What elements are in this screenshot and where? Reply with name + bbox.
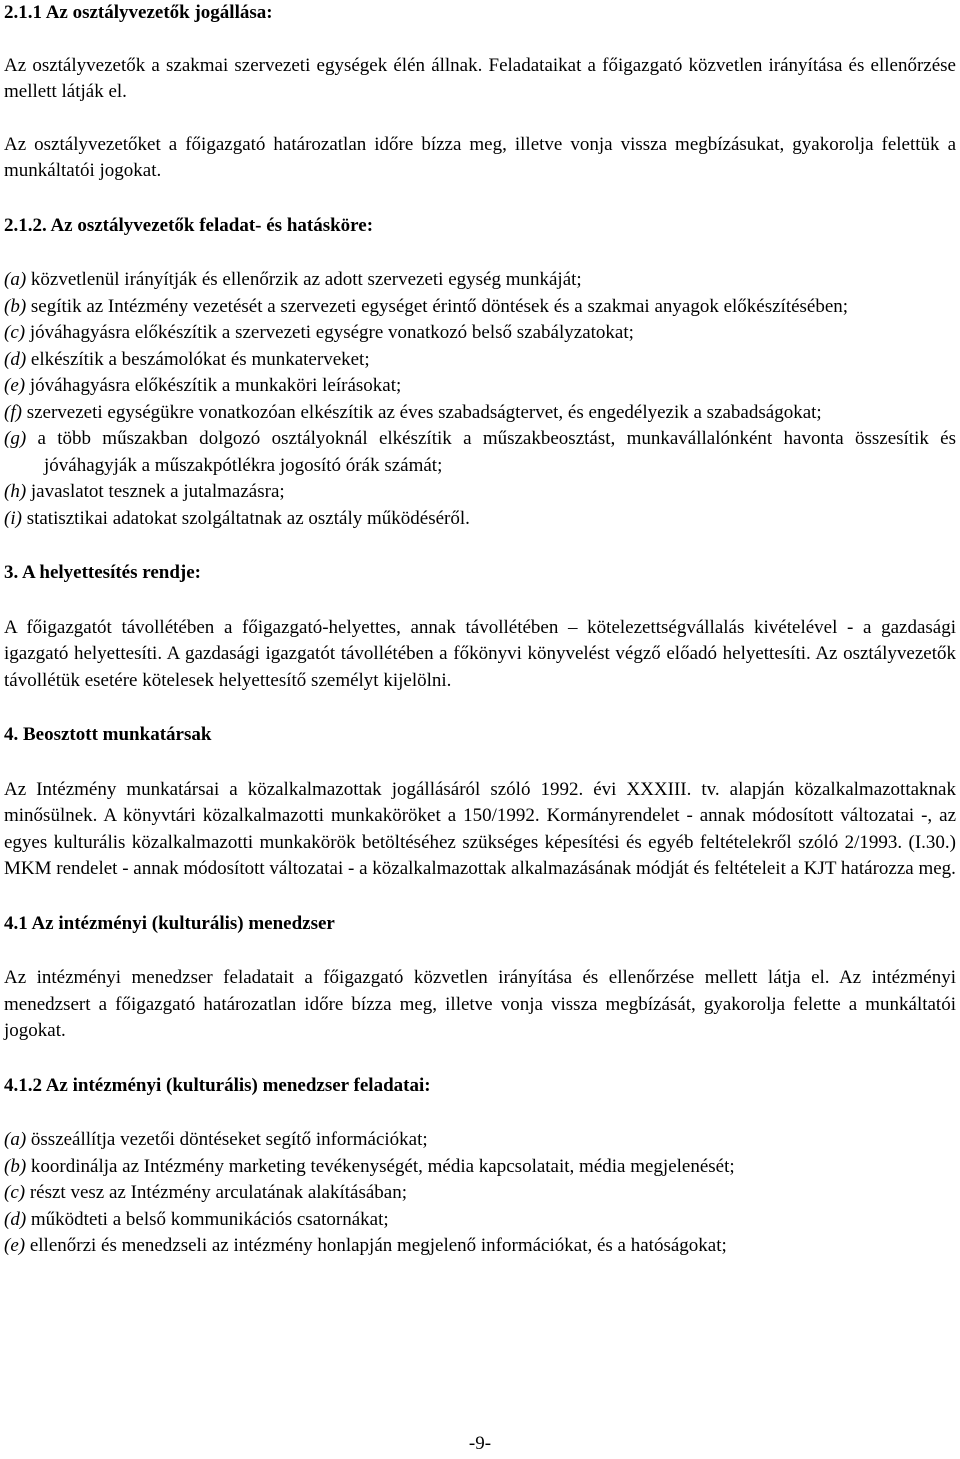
item-text: javaslatot tesznek a jutalmazásra; [30, 481, 285, 502]
item-label: (e) [4, 1235, 26, 1256]
section-3 [4, 560, 956, 694]
section-heading: 2.1.2. Az osztályvezetők feladat- és hatásköre: [4, 214, 374, 236]
item-text: jóváhagyásra előkészítik a szervezeti egységre vonatkozó belső szabályzatokat; [29, 322, 634, 343]
item-label: (a) [4, 1129, 27, 1150]
list-item [4, 320, 956, 347]
item-text: jóváhagyásra előkészítik a munkaköri leírásokat; [29, 375, 402, 396]
paragraph: Az intézményi menedzser feladatait a főigazgató közvetlen irányítása és ellenőrzése mellett látja el. Az intézményi menedzsert a főigazgató határozatlan időre bízza meg, illetve vonja vissza megbízását, gyakorolja felette a munkáltatói jogokat. [4, 967, 956, 1041]
item-label: (g) [4, 428, 27, 449]
section-2-1-1 [4, 0, 956, 185]
item-label: (d) [4, 1208, 27, 1230]
item-text: elkészítik a beszámolókat és munkaterveket; [30, 348, 370, 370]
item-label: (e) [4, 375, 26, 396]
item-label: (h) [4, 481, 27, 502]
section-heading: 4.1.2 Az intézményi (kulturális) menedzser feladatai: [4, 1074, 431, 1096]
item-text: statisztikai adatokat szolgáltatnak az osztály működéséről. [26, 507, 470, 529]
paragraph: Az osztályvezetőket a főigazgató határozatlan időre bízza meg, illetve vonja vissza megbízásukat, gyakorolja felettük a munkáltatói jogokat. [4, 133, 956, 181]
item-text: működteti a belső kommunikációs csatornákat; [30, 1208, 389, 1230]
item-text: szervezeti egységükre vonatkozóan elkészítik az éves szabadságtervet, és engedélyezik a szabadságokat; [26, 401, 822, 423]
list-item [4, 400, 956, 427]
item-label: (b) [4, 1155, 27, 1177]
list-item [4, 294, 956, 321]
list-item [4, 426, 956, 479]
section-heading: 4.1 Az intézményi (kulturális) menedzser [4, 912, 335, 934]
list-item [4, 267, 956, 294]
list-item [4, 347, 956, 374]
section-heading: 4. Beosztott munkatársak [4, 724, 212, 745]
item-label: (d) [4, 348, 27, 370]
item-text: a több műszakban dolgozó osztályoknál elkészítik a műszakbeosztást, munkavállalónként havonta összesítik és jóváhagyják a műszakpótlékra jogosító órák számát; [37, 428, 956, 476]
item-text: koordinálja az Intézmény marketing tevékenységét, média kapcsolatait, média megjelenését; [30, 1155, 735, 1177]
section-2-1-2 [4, 213, 956, 533]
item-text: ellenőrzi és menedzseli az intézmény honlapján megjelenő információkat, és a hatóságokat; [29, 1235, 727, 1256]
item-label: (i) [4, 507, 22, 529]
list-item [4, 506, 956, 533]
page-number: -9- [468, 1433, 492, 1454]
list-item [4, 1127, 956, 1154]
paragraph: Az osztályvezetők a szakmai szervezeti egységek élén állnak. Feladataikat a főigazgató közvetlen irányítása és ellenőrzése mellett látják el. [4, 54, 956, 102]
item-label: (f) [4, 401, 22, 423]
section-4 [4, 722, 956, 883]
list-item [4, 373, 956, 400]
item-text: összeállítja vezetői döntéseket segítő információkat; [30, 1129, 428, 1150]
document-page [4, 0, 956, 1260]
list-item [4, 1207, 956, 1234]
section-4-1-2 [4, 1073, 956, 1260]
list-item [4, 479, 956, 506]
item-label: (c) [4, 322, 26, 343]
item-text: segítik az Intézmény vezetését a szervezeti egységet érintő döntések és a szakmai anyagok előkészítésében; [30, 295, 849, 317]
item-text: közvetlenül irányítják és ellenőrzik az adott szervezeti egység munkáját; [30, 269, 582, 290]
list-item [4, 1233, 956, 1260]
paragraph: Az Intézmény munkatársai a közalkalmazottak jogállásáról szóló 1992. évi XXXIII. tv. alapján közalkalmazottaknak minősülnek. A könyvtári közalkalmazotti munkaköröket a 150/1992. Kormányrendelet - annak módosított változatai -, az egyes kulturális közalkalmazotti munkakörök betöltéséhez szükséges képesítési és egyéb feltételekről szóló 2/1993. (I.30.) MKM rendelet - annak módosított változatai - a közalkalmazottak alkalmazásának módját és feltételeit a KJT határozza meg. [4, 778, 956, 879]
section-heading: 2.1.1 Az osztályvezetők jogállása: [4, 2, 273, 23]
list-item [4, 1180, 956, 1207]
item-label: (c) [4, 1182, 26, 1203]
item-text: részt vesz az Intézmény arculatának alakításában; [29, 1182, 407, 1203]
item-label: (a) [4, 269, 27, 290]
paragraph: A főigazgatót távollétében a főigazgató-helyettes, annak távollétében – kötelezettségvállalás kivételével - a gazdasági igazgató helyettesíti. A gazdasági igazgatót távollétében a főkönyvi könyvelést végző előadó helyettesíti. Az osztályvezetők távollétük esetére kötelesek helyettesítő személyt kijelölni. [4, 616, 956, 691]
list-item [4, 1154, 956, 1181]
section-4-1 [4, 911, 956, 1045]
item-label: (b) [4, 295, 27, 317]
section-heading: 3. A helyettesítés rendje: [4, 562, 201, 583]
